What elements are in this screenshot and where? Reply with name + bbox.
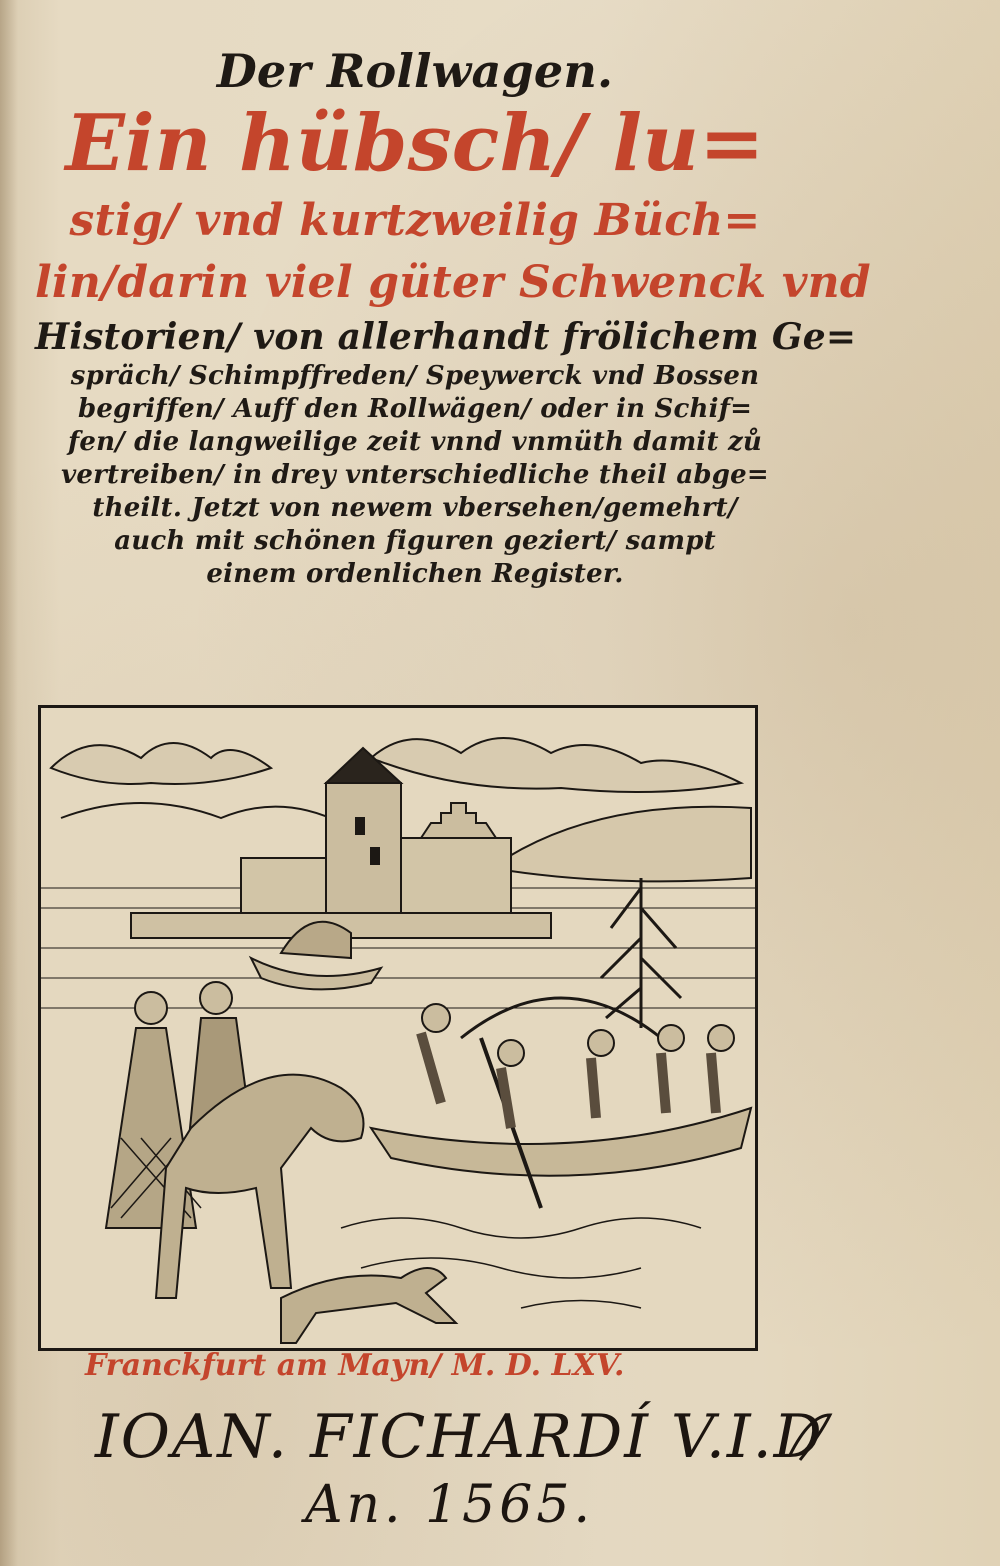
cloud-band [61, 803, 341, 823]
title-black-line-1: Historien/ von allerhandt frölichem Ge= [35, 316, 857, 358]
title-black-line-6: theilt. Jetzt von newem vbersehen/gemehrt/ [92, 493, 738, 523]
title-black-line-5: vertreiben/ in drey vnterschiedliche theil abge= [61, 460, 769, 490]
title-black-line-4: fen/ die langweilige zeit vnnd vnmüth damit zů [67, 427, 763, 457]
handwritten-flourish-icon [780, 1405, 840, 1465]
building-right [401, 838, 511, 923]
boat-hoop [461, 998, 661, 1038]
tower-window-1 [356, 818, 364, 834]
title-red-line-2: stig/ vnd kurtzweilig Büch= [69, 195, 761, 246]
passenger-3 [588, 1030, 614, 1056]
woodcut-illustration [38, 705, 758, 1351]
woodcut-scene [41, 708, 755, 1348]
man-head [200, 982, 232, 1014]
horse [156, 1075, 364, 1298]
title-black-line-2: spräch/ Schimpffreden/ Speywerck vnd Bossen [70, 361, 760, 391]
passenger-5 [708, 1025, 734, 1051]
short-title: Der Rollwagen. [216, 44, 614, 98]
tree [601, 878, 681, 1028]
dog [281, 1268, 456, 1343]
title-red-line-1: Ein hübsch/ lu= [65, 98, 765, 189]
tower-window-2 [371, 848, 379, 864]
page-binding-shadow [0, 0, 18, 1566]
large-boat [371, 1108, 751, 1176]
hill-right [491, 807, 751, 882]
title-black-line-7: auch mit schönen figuren geziert/ sampt [114, 526, 716, 556]
small-boat [251, 958, 381, 989]
passenger-2 [498, 1040, 524, 1066]
title-red-line-3: lin/darin viel güter Schwenck vnd [35, 257, 871, 308]
owner-inscription: IOAN. FICHARDÍ V.I.D [95, 1402, 824, 1472]
title-black-line-8: einem ordenlichen Register. [206, 559, 624, 589]
passenger-1 [422, 1004, 450, 1032]
title-block [35, 38, 871, 591]
cloud-left [51, 743, 271, 784]
stepped-gable [421, 803, 496, 838]
cloud-right [371, 738, 741, 792]
tower [326, 783, 401, 923]
passenger-4 [658, 1025, 684, 1051]
year-inscription: An. 1565. [305, 1475, 594, 1535]
title-black-line-3: begriffen/ Auff den Rollwägen/ oder in Schif= [77, 394, 753, 424]
woman-head [135, 992, 167, 1024]
imprint: Franckfurt am Mayn/ M. D. LXV. [85, 1348, 625, 1383]
